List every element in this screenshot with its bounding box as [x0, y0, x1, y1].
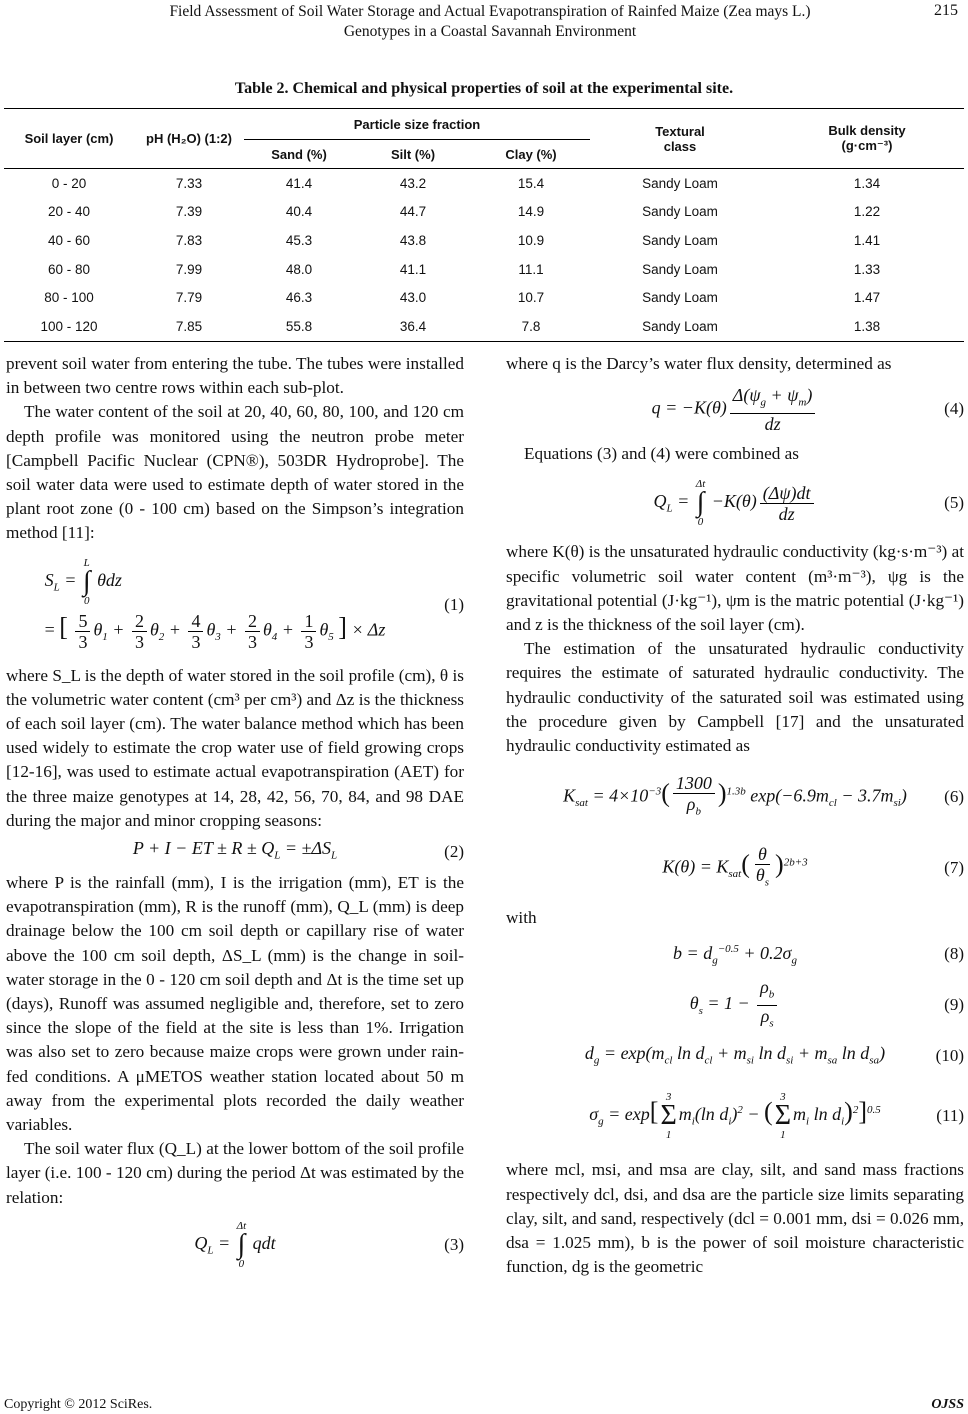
equation-10-number: (10) — [935, 1046, 964, 1066]
soil-properties-table — [4, 108, 964, 342]
cell-bulk: 1.47 — [853, 290, 881, 306]
cell-silt: 43.2 — [399, 175, 427, 191]
right-column — [506, 352, 964, 1279]
header-clay: Clay (%) — [505, 146, 557, 162]
cell-texture: Sandy Loam — [642, 232, 718, 248]
running-title-line1: Field Assessment of Soil Water Storage and Actual Evapotranspiration of Rainfed Maize (Zea mays L.) — [169, 3, 811, 20]
equation-8: $b = d_g^{-0.5} + 0.2\sigma_g$ (8) — [673, 942, 964, 967]
header-bulk-line2: (g·cm⁻³) — [841, 138, 893, 153]
equation-4: q = −K(θ) $\frac{\Delta(\psi_g + \psi_m)}{dz}$ (4) — [651, 384, 964, 434]
table-row — [4, 283, 964, 312]
equation-3: $Q_L$ = Δt ∫ 0 qdt (3) — [194, 1219, 464, 1270]
cell-clay: 15.4 — [517, 175, 545, 191]
header-silt: Silt (%) — [390, 146, 436, 162]
equation-2-number: (2) — [444, 841, 464, 861]
table-row — [4, 226, 964, 255]
header-bulk-density — [770, 109, 964, 169]
cell-ph: 7.33 — [175, 175, 203, 191]
cell-layer: 100 - 120 — [40, 318, 98, 334]
equation-5-number: (5) — [944, 493, 964, 513]
equation-4-number: (4) — [944, 399, 964, 419]
cell-silt: 43.8 — [399, 232, 427, 248]
cell-bulk: 1.38 — [853, 318, 881, 334]
header-soil-layer: Soil layer (cm) — [24, 131, 114, 146]
cell-ph: 7.99 — [175, 261, 203, 277]
equation-5: $Q_L$ = Δt ∫ 0 −K(θ) $\frac{(\Delta\psi)dt}{dz}$ (5) — [653, 478, 964, 529]
equation-6: $K_{sat} = 4\times 10^{-3}$( $\frac{1300}{\rho_b}$ )$^{1.3b}$ $\exp(-6.9m_{cl} - 3.7m_{si})$ (6) — [563, 772, 964, 818]
cell-bulk: 1.34 — [853, 175, 881, 191]
cell-layer: 40 - 60 — [47, 232, 91, 248]
equation-2: P + I − ET ± $R \pm Q_L = \pm\Delta S_L$ (2) — [6, 833, 464, 871]
header-ph: pH (H₂O) (1:2) — [146, 131, 232, 146]
right-paragraph-2: Equations (3) and (4) were combined as — [524, 444, 799, 464]
cell-silt: 36.4 — [399, 318, 427, 334]
left-paragraph-3: where S_L is the depth of water stored in the soil profile (cm), θ is the volumetric water content (cm³ per cm³) and Δz is the thickness of each soil layer (cm). The water balance method which has been used widely to estimate the crop water use of field growing crops [12-16], was used to estimate actual evapotranspiration (AET) for the three maize genotypes at 14, 28, 42, 56, 70, 84, and 98 DAE during the major and minor cropping seasons: — [6, 665, 464, 830]
equation-10: $d_g = \exp(m_{cl}$ $\ln d_{cl} + m_{si}$ $\ln d_{si} + m_{sa}$ $\ln d_{sa}$) (10) — [506, 1032, 964, 1080]
page-number: 215 — [934, 2, 958, 19]
right-paragraph-6: where mcl, msi, and msa are clay, silt, and sand mass fractions respectively dcl, dsi, and dsa are the particle size limits separating clay, silt, and sand, respectively (dcl = 0.001 mm, dsi = 0.026 mm, dsa = 1.025 mm), b is the power of soil moisture characteristic function, dg is the geometric — [506, 1160, 964, 1277]
header-textural-line2: class — [663, 138, 697, 154]
left-paragraph-1: prevent soil water from entering the tube. The tubes were installed in between two centre rows within each sub-plot. — [6, 354, 464, 398]
cell-bulk: 1.22 — [853, 204, 881, 220]
cell-layer: 60 - 80 — [47, 261, 91, 277]
right-paragraph-3: where K(θ) is the unsaturated hydraulic conductivity (kg·s·m⁻³) at specific volumetric soil water content (m³·m⁻³), ψg is the gravitational potential (J·kg⁻¹), ψm is the matric potential (J·kg⁻¹) and z is the thickness of the soil layer (cm). — [506, 542, 964, 635]
cell-clay: 14.9 — [517, 204, 545, 220]
cell-layer: 80 - 100 — [44, 290, 94, 306]
cell-texture: Sandy Loam — [642, 290, 718, 306]
cell-sand: 48.0 — [285, 261, 313, 277]
equation-3-number: (3) — [444, 1234, 464, 1254]
cell-clay: 11.1 — [518, 261, 544, 277]
cell-clay: 10.7 — [517, 290, 545, 306]
header-sand: Sand (%) — [271, 146, 327, 162]
equation-9-number: (9) — [944, 995, 964, 1015]
cell-ph: 7.79 — [175, 290, 203, 306]
cell-sand: 45.3 — [285, 232, 313, 248]
table-row — [4, 169, 964, 198]
cell-sand: 46.3 — [285, 290, 313, 306]
equation-9: $\theta_s = 1$ − $\frac{\rho_b}{\rho_s}$ (9) — [689, 977, 964, 1030]
header-bulk-line1: Bulk density — [828, 123, 906, 138]
cell-bulk: 1.33 — [853, 261, 881, 277]
equation-6-number: (6) — [944, 787, 964, 807]
cell-texture: Sandy Loam — [642, 318, 718, 334]
right-paragraph-4: The estimation of the unsaturated hydraulic conductivity requires the estimate of saturated hydraulic conductivity. The hydraulic conductivity of the saturated soil was estimated using the procedure given by Campbell [17] and the unsaturated hydraulic conductivity estimated as — [506, 639, 964, 756]
cell-sand: 40.4 — [285, 204, 313, 220]
cell-sand: 41.4 — [285, 175, 313, 191]
table-title: Table 2. Chemical and physical properties of soil at the experimental site. — [234, 80, 734, 97]
right-paragraph-5: with — [506, 908, 537, 928]
left-paragraph-4: where P is the rainfall (mm), I is the irrigation (mm), ET is the evapotranspiration (mm), R is the runoff (mm), Q_L (mm) is deep drainage below the 100 cm soil depth or capillary rise of water above the 100 cm soil depth, ΔS_L (mm) is the change in soil-water storage in the 0 - 120 cm soil depth and Δt is the time set up (days), Runoff was assumed negligible and, therefore, set to zero since the slope of the field at the site is less than 1%. Irrigation was also set to zero because maize crops were grown under rain-fed conditions. A μMETOS weather station located about 50 m away from the experimental plots recorded the daily weather variables. — [6, 873, 464, 1135]
cell-ph: 7.39 — [175, 204, 203, 220]
table-row — [4, 255, 964, 284]
table-row — [4, 198, 964, 227]
cell-silt: 41.1 — [399, 261, 427, 277]
running-title-line2: Genotypes in a Coastal Savannah Environment — [343, 23, 637, 40]
right-paragraph-1: where q is the Darcy’s water flux density, determined as — [506, 354, 892, 373]
cell-clay: 10.9 — [517, 232, 545, 248]
left-paragraph-2: The water content of the soil at 20, 40, 60, 80, 100, and 120 cm depth profile was monitored using the neutron probe meter [Campbell Pacific Nuclear (CPN®), 503DR Hydroprobe]. The soil water data were used to estimate depth of water stored in the plant root zone (0 - 100 cm) based on the Simpson’s integration method [11]: — [6, 402, 464, 543]
table-body — [4, 169, 964, 342]
cell-ph: 7.85 — [175, 318, 203, 334]
running-head — [120, 2, 860, 42]
journal-abbrev: OJSS — [931, 1397, 964, 1412]
equation-7-number: (7) — [944, 858, 964, 878]
cell-texture: Sandy Loam — [642, 175, 718, 191]
header-textural-class — [590, 109, 770, 169]
table-row — [4, 312, 964, 341]
equation-11-number: (11) — [936, 1106, 964, 1126]
cell-bulk: 1.41 — [853, 232, 881, 248]
cell-ph: 7.83 — [175, 232, 203, 248]
equation-1-number: (1) — [444, 594, 464, 614]
cell-texture: Sandy Loam — [642, 261, 718, 277]
equation-11: $\sigma_g = \exp$[ 3 Σ 1 $m_i(\ln$ $d_i)^2$ − ( 3 Σ 1 $m_i$ $\ln d_i)^2]^{0.5}$ (11) — [589, 1091, 964, 1142]
cell-sand: 55.8 — [285, 318, 313, 334]
left-column — [6, 352, 464, 1280]
cell-silt: 43.0 — [399, 290, 427, 306]
equation-1: $S_L$ = L ∫ 0 θdz = [ $\frac{5}{3}$ $\theta_1$ + $\frac{2}{3}$ $\theta_2$ + $\frac{4}{3}$ $\theta_3$ + $\frac{2}{3}$ $\theta_4$ + $\frac{1}{3}$ $\theta_5$ ] × Δz (1) — [44, 557, 464, 653]
cell-silt: 44.7 — [399, 204, 427, 220]
equation-8-number: (8) — [944, 944, 964, 964]
cell-clay: 7.8 — [521, 318, 541, 334]
cell-layer: 0 - 20 — [51, 175, 87, 191]
left-paragraph-5: The soil water flux (Q_L) at the lower bottom of the soil profile layer (i.e. 100 - 120 cm) during the period Δt was estimated by the relation: — [6, 1139, 464, 1207]
cell-texture: Sandy Loam — [642, 204, 718, 220]
copyright: Copyright © 2012 SciRes. — [4, 1397, 153, 1412]
header-particle-size: Particle size fraction — [244, 109, 590, 140]
header-textural-line1: Textural — [655, 123, 705, 139]
equation-7: $K(\theta) = K_{sat}$( $\frac{\theta}{\theta_s}$ )$^{2b+3}$ (7) — [662, 843, 964, 889]
cell-layer: 20 - 40 — [47, 204, 91, 220]
